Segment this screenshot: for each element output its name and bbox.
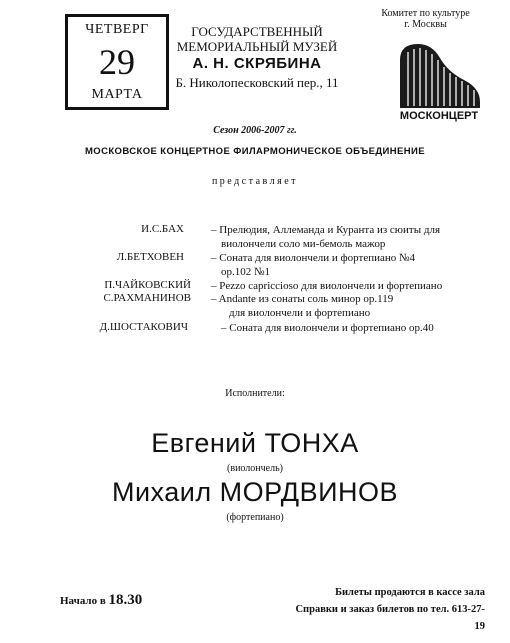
work-bach (211, 223, 440, 251)
month: МАРТА (91, 87, 143, 102)
performer-name-pianist: Михаил МОРДВИНОВ (111, 477, 399, 507)
date-box (65, 14, 169, 110)
work-line: – Соната для виолончели и фортепиано ор.40 (221, 322, 434, 334)
ticket-info (285, 584, 485, 635)
museum-address: Б. Николопесковский пер., 11 (175, 75, 339, 90)
work-rachmaninov (211, 292, 393, 320)
performer-role-pianist: (фортепиано) (226, 512, 284, 523)
work-line: ор.102 №1 (221, 266, 270, 278)
start-time (60, 592, 142, 609)
museum-header (172, 24, 342, 92)
museum-line-1: ГОСУДАРСТВЕННЫЙ (191, 24, 323, 39)
composer-rachmaninov: С.РАХМАНИНОВ (103, 292, 191, 304)
ticket-line-1: Билеты продаются в кассе зала (335, 587, 485, 598)
work-line: виолончели соло ми-бемоль мажор (221, 238, 386, 250)
piano-logo-icon (388, 40, 488, 122)
composer-bach: И.С.БАХ (141, 223, 184, 235)
weekday: ЧЕТВЕРГ (85, 22, 149, 37)
work-tchaikovsky (211, 279, 442, 293)
performer-name-cellist: Евгений ТОНХА (151, 428, 359, 458)
start-label: Начало в (60, 595, 106, 607)
composer-tchaikovsky: П.ЧАЙКОВСКИЙ (104, 279, 191, 291)
mosconcert-logo (388, 40, 488, 122)
logo-text: МОСКОНЦЕРТ (399, 110, 479, 122)
museum-name: А. Н. СКРЯБИНА (192, 55, 322, 72)
committee-line-1: Комитет по культуре (381, 8, 470, 19)
work-line: – Andante из сонаты соль минор ор.119 (211, 293, 394, 305)
work-line: – Соната для виолончели и фортепиано №4 (211, 252, 415, 264)
work-shostakovich (221, 321, 434, 335)
work-beethoven (211, 251, 415, 279)
committee-line-2: г. Москвы (404, 19, 447, 30)
performer-role-cellist: (виолончель) (227, 463, 283, 474)
season-label: Сезон 2006-2007 гг. (213, 125, 297, 136)
performers-label: Исполнители: (225, 388, 285, 399)
work-line: для виолончели и фортепиано (229, 307, 371, 319)
work-line: – Pezzo capriccioso для виолончели и фортепиано (211, 280, 443, 292)
start-time-value: 18.30 (108, 592, 143, 608)
society-name: МОСКОВСКОЕ КОНЦЕРТНОЕ ФИЛАРМОНИЧЕСКОЕ ОБЪЕДИНЕНИЕ (84, 146, 425, 157)
museum-line-2: МЕМОРИАЛЬНЫЙ МУЗЕЙ (176, 39, 338, 54)
committee-label (368, 8, 483, 30)
day-number: 29 (99, 42, 135, 82)
composer-shostakovich: Д.ШОСТАКОВИЧ (99, 321, 188, 333)
composer-beethoven: Л.БЕТХОВЕН (116, 251, 184, 263)
ticket-line-2: Справки и заказ билетов по тел. 613-27-19 (295, 604, 485, 632)
work-line: – Прелюдия, Аллеманда и Куранта из сюиты для (211, 224, 441, 236)
presents-label: представляет (211, 176, 299, 187)
